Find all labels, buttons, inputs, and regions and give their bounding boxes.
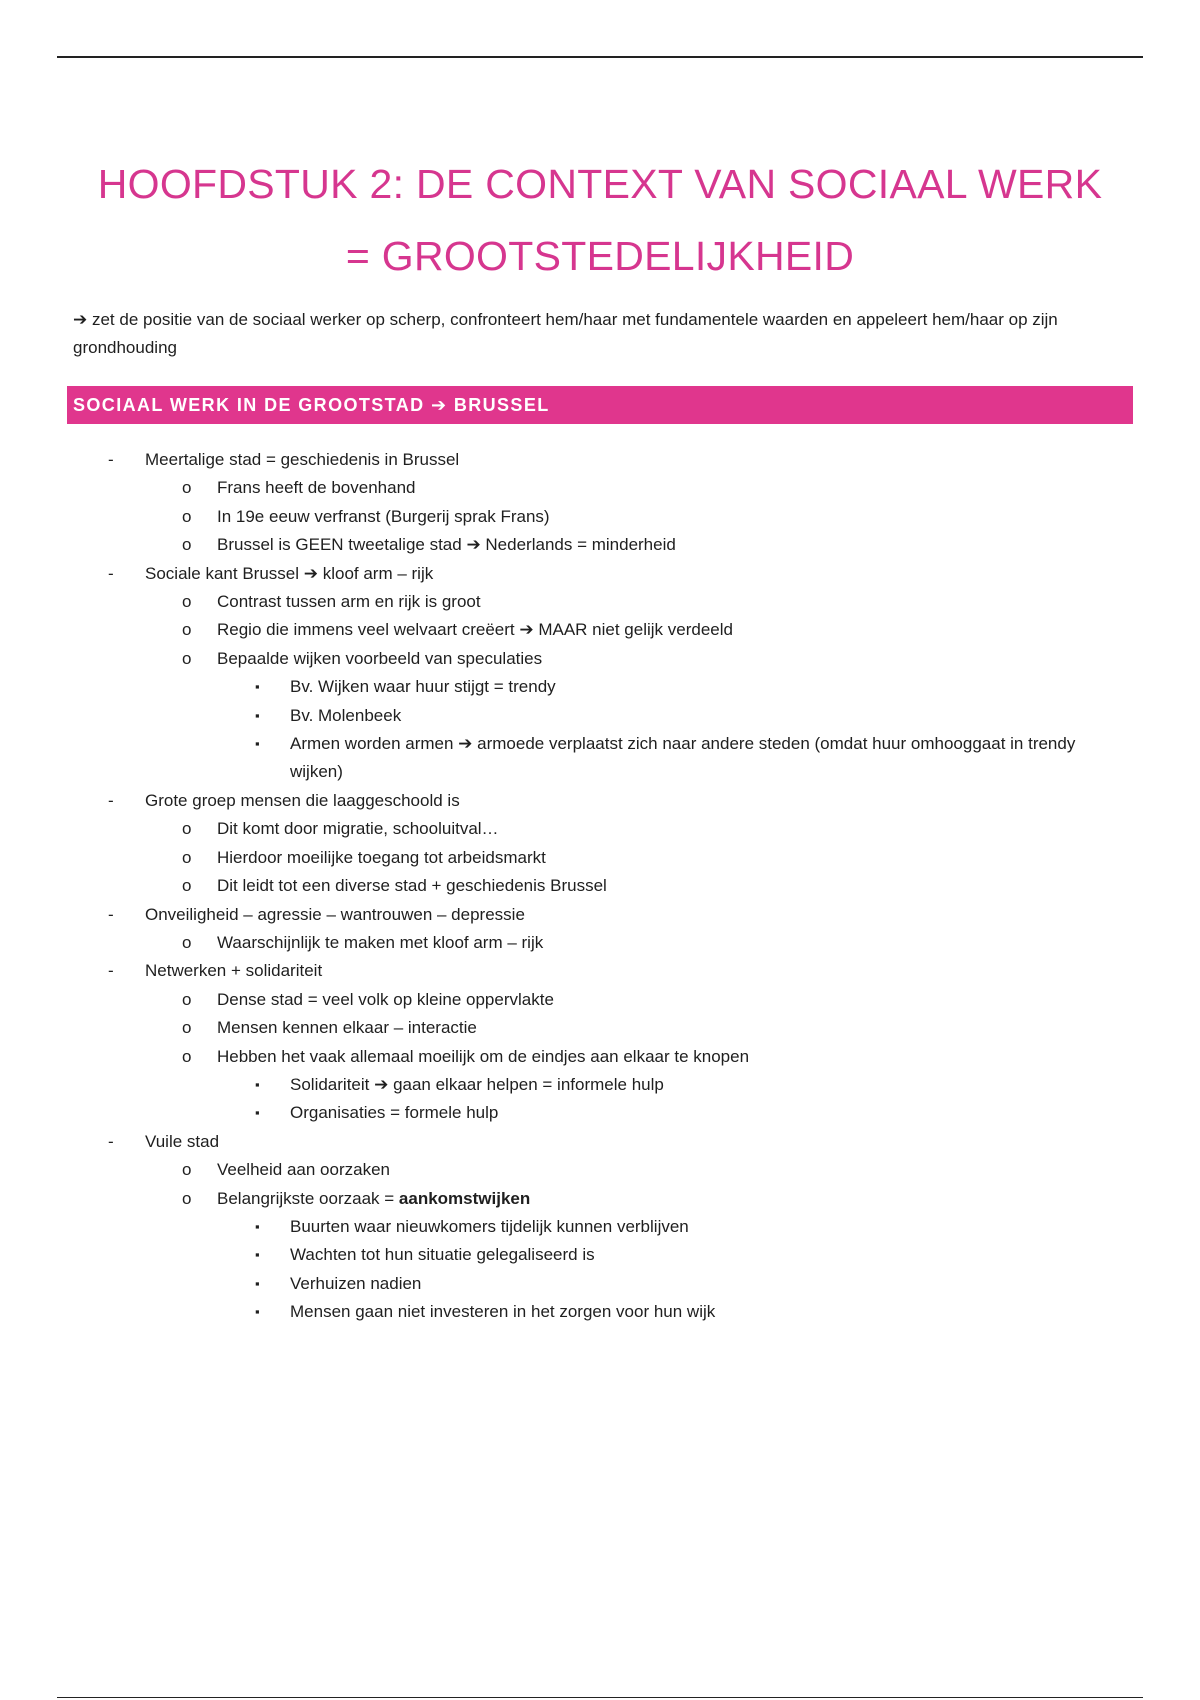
item-text: Organisaties = formele hulp — [290, 1103, 499, 1123]
list-item — [0, 787, 1200, 815]
square-bullet: ▪ — [255, 1247, 260, 1263]
list-item — [0, 929, 1200, 957]
list-item — [0, 474, 1200, 502]
circle-bullet: o — [182, 506, 192, 526]
square-bullet: ▪ — [255, 1076, 260, 1092]
item-text: Mensen gaan niet investeren in het zorgen voor hun wijk — [290, 1302, 716, 1322]
item-text: Dense stad = veel volk op kleine oppervlakte — [217, 989, 554, 1009]
dash-bullet: - — [108, 904, 114, 924]
list-item — [0, 616, 1200, 644]
title-line-1: HOOFDSTUK 2: DE CONTEXT VAN SOCIAAL WERK — [97, 161, 1103, 207]
item-text: Hebben het vaak allemaal moeilijk om de eindjes aan elkaar te knopen — [217, 1046, 750, 1066]
item-text: Armen worden armen ➔ armoede verplaatst zich naar andere steden (omdat huur omhooggaat in trendy wijken) — [290, 734, 1076, 782]
title-line-2: = GROOTSTEDELIJKHEID — [345, 233, 855, 279]
item-text: Dit komt door migratie, schooluitval… — [217, 819, 499, 839]
item-text: Verhuizen nadien — [290, 1273, 422, 1293]
bottom-rule — [57, 1697, 1143, 1698]
list-item — [0, 1185, 1200, 1213]
item-text: Belangrijkste oorzaak = — [217, 1188, 399, 1208]
circle-bullet: o — [182, 478, 192, 498]
item-text: Brussel is GEEN tweetalige stad ➔ Nederlands = minderheid — [217, 535, 676, 555]
circle-bullet: o — [182, 989, 192, 1009]
list-item — [0, 1071, 1110, 1099]
list-item — [0, 844, 1200, 872]
item-text: Waarschijnlijk te maken met kloof arm – rijk — [217, 932, 544, 952]
item-text: Grote groep mensen die laaggeschoold is — [145, 790, 460, 810]
dash-bullet: - — [108, 1131, 114, 1151]
outline-list — [0, 446, 1200, 1327]
item-text: Hierdoor moeilijke toegang tot arbeidsmarkt — [217, 847, 546, 867]
square-bullet: ▪ — [255, 1218, 260, 1234]
list-item — [0, 1043, 1200, 1071]
item-text: Mensen kennen elkaar – interactie — [217, 1018, 477, 1038]
list-item — [0, 702, 1110, 730]
item-text: Onveiligheid – agressie – wantrouwen – depressie — [145, 904, 525, 924]
list-item — [0, 815, 1200, 843]
circle-bullet: o — [182, 1018, 192, 1038]
list-item — [0, 531, 1200, 559]
circle-bullet: o — [182, 932, 192, 952]
item-emphasis: aankomstwijken — [398, 1188, 531, 1208]
list-item — [0, 1128, 1200, 1156]
list-item — [0, 957, 1200, 985]
circle-bullet: o — [182, 1188, 192, 1208]
list-item — [0, 986, 1200, 1014]
top-rule — [57, 56, 1143, 58]
list-item — [0, 1014, 1200, 1042]
circle-bullet: o — [182, 648, 192, 668]
item-text: Solidariteit ➔ gaan elkaar helpen = informele hulp — [290, 1074, 664, 1094]
list-item — [0, 1213, 1110, 1241]
item-text: Sociale kant Brussel ➔ kloof arm – rijk — [145, 563, 434, 583]
list-item — [0, 588, 1200, 616]
item-text: Buurten waar nieuwkomers tijdelijk kunnen verblijven — [290, 1216, 689, 1236]
item-text: Wachten tot hun situatie gelegaliseerd is — [290, 1245, 595, 1265]
page-title — [0, 148, 1200, 292]
dash-bullet: - — [108, 563, 114, 583]
dash-bullet: - — [108, 450, 114, 469]
list-item — [0, 503, 1200, 531]
list-item — [0, 446, 1200, 474]
list-item — [0, 1270, 1110, 1298]
circle-bullet: o — [182, 876, 192, 896]
circle-bullet: o — [182, 592, 192, 612]
list-item — [0, 901, 1200, 929]
square-bullet: ▪ — [255, 1275, 260, 1291]
item-text: Netwerken + solidariteit — [145, 961, 323, 981]
item-text: Contrast tussen arm en rijk is groot — [217, 592, 481, 612]
circle-bullet: o — [182, 1046, 192, 1066]
square-bullet: ▪ — [255, 1105, 260, 1121]
item-text: Vuile stad — [145, 1131, 220, 1151]
section-heading: SOCIAAL WERK IN DE GROOTSTAD ➔ BRUSSEL — [67, 386, 1133, 424]
dash-bullet: - — [108, 961, 114, 981]
intro-paragraph: ➔ zet de positie van de sociaal werker op scherp, confronteert hem/haar met fundamentele waarden en appeleert hem/haar op zijn grondhouding — [73, 310, 1058, 357]
list-item — [0, 1099, 1110, 1127]
list-item — [0, 673, 1110, 701]
square-bullet: ▪ — [255, 736, 260, 752]
item-text: Dit leidt tot een diverse stad + geschiedenis Brussel — [217, 876, 607, 896]
circle-bullet: o — [182, 620, 192, 640]
list-item — [0, 872, 1200, 900]
item-text: Regio die immens veel welvaart creëert ➔ MAAR niet gelijk verdeeld — [217, 620, 733, 640]
square-bullet: ▪ — [255, 679, 260, 695]
circle-bullet: o — [182, 535, 192, 555]
item-text: Bv. Wijken waar huur stijgt = trendy — [290, 677, 556, 697]
item-text: Frans heeft de bovenhand — [217, 478, 416, 498]
circle-bullet: o — [182, 1160, 192, 1180]
list-item — [0, 1298, 1110, 1326]
list-item — [0, 560, 1200, 588]
item-text: Meertalige stad = geschiedenis in Brussel — [145, 450, 460, 469]
square-bullet: ▪ — [255, 707, 260, 723]
item-text: Bepaalde wijken voorbeeld van speculaties — [217, 648, 543, 668]
item-text: Bv. Molenbeek — [290, 705, 402, 725]
list-item — [0, 730, 1110, 787]
circle-bullet: o — [182, 819, 192, 839]
item-text: Veelheid aan oorzaken — [217, 1160, 390, 1180]
dash-bullet: - — [108, 790, 114, 810]
list-item — [0, 1156, 1200, 1184]
list-item — [0, 645, 1200, 673]
list-item — [0, 1241, 1110, 1269]
circle-bullet: o — [182, 847, 192, 867]
item-text: In 19e eeuw verfranst (Burgerij sprak Frans) — [217, 506, 550, 526]
square-bullet: ▪ — [255, 1304, 260, 1320]
